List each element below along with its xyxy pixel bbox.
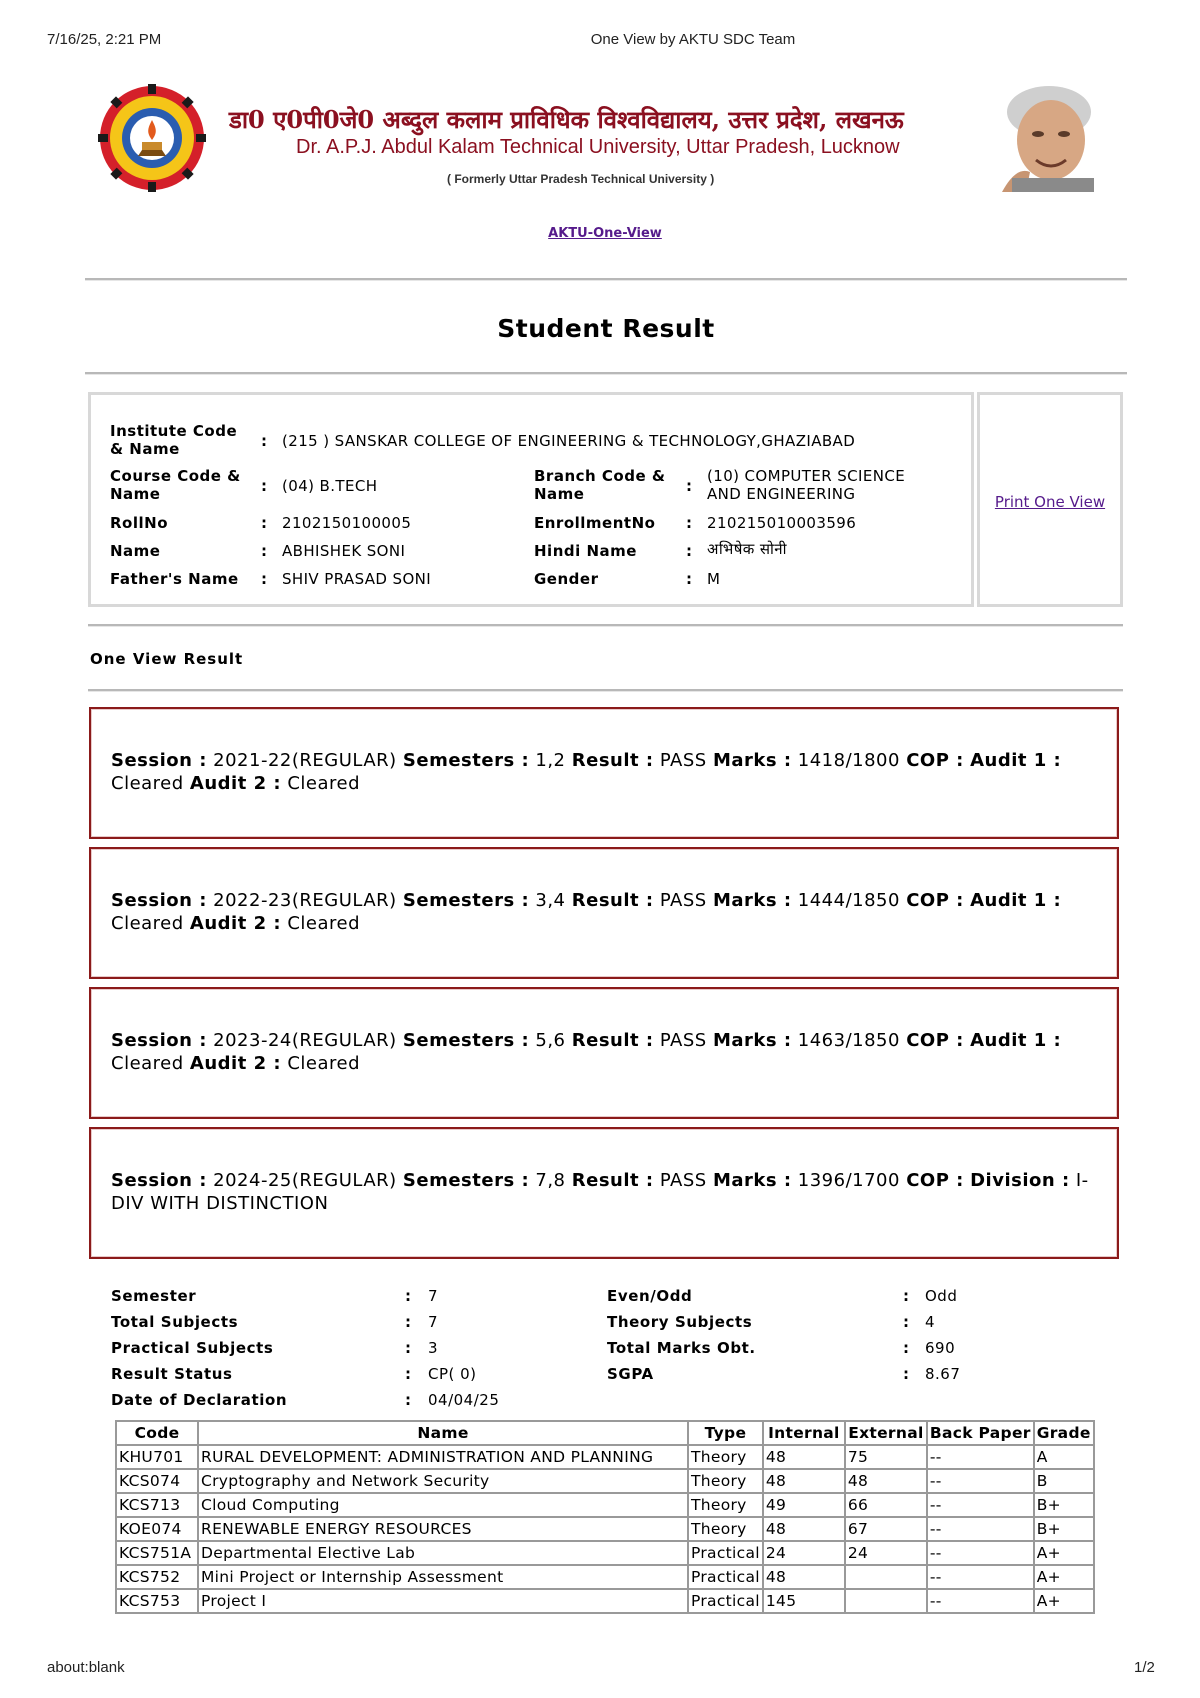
even-odd-value: Odd [925,1287,958,1305]
audit1-value: Cleared [111,913,184,934]
course-value: (04) B.TECH [282,477,378,495]
audit1-value: Cleared [111,773,184,794]
table-row: KCS074 Cryptography and Network Security Theory 48 48 -- B [116,1469,1094,1493]
rollno-value: 2102150100005 [282,514,412,532]
name-label: Name [110,542,161,560]
declaration-label: Date of Declaration [111,1391,288,1409]
institute-value: (215 ) SANSKAR COLLEGE OF ENGINEERING & TECHNOLOGY,GHAZIABAD [282,432,856,450]
table-row: KCS752 Mini Project or Internship Assessment Practical 48 -- A+ [116,1565,1094,1589]
col-name: Name [198,1421,688,1445]
audit2-value: Cleared [287,773,361,794]
marks-value: 1463/1850 [797,1030,900,1051]
hindi-name-label: Hindi Name [534,542,637,560]
semesters-value: 7,8 [535,1170,566,1191]
session-card: Session : 2022-23(REGULAR) Semesters : 3,4 Result : PASS Marks : 1444/1850 COP : Audit 1 : Cleared Audit 2 : Cleared [89,847,1119,979]
divider [85,372,1127,375]
session-value: 2023-24(REGULAR) [213,1030,397,1051]
result-value: PASS [659,890,707,911]
sgpa-value: 8.67 [925,1365,961,1383]
university-hindi-name: डा0 ए0पी0जे0 अब्दुल कलाम प्राविधिक विश्वविद्यालय, उत्तर प्रदेश, लखनऊ [229,105,904,134]
result-value: PASS [659,750,707,771]
institute-label: Institute Code & Name [110,422,238,458]
branch-label: Branch Code & Name [534,467,666,503]
col-back-paper: Back Paper [927,1421,1034,1445]
col-type: Type [688,1421,763,1445]
col-internal: Internal [763,1421,845,1445]
print-footer-page: 1/2 [1134,1659,1155,1676]
table-row: KCS713 Cloud Computing Theory 49 66 -- B+ [116,1493,1094,1517]
theory-subjects-label: Theory Subjects [607,1313,753,1331]
session-value: 2021-22(REGULAR) [213,750,397,771]
session-card: Session : 2023-24(REGULAR) Semesters : 5,6 Result : PASS Marks : 1463/1850 COP : Audit 1 : Cleared Audit 2 : Cleared [89,987,1119,1119]
practical-subjects-label: Practical Subjects [111,1339,274,1357]
university-english-name: Dr. A.P.J. Abdul Kalam Technical University, Uttar Pradesh, Lucknow [296,136,900,158]
col-grade: Grade [1034,1421,1094,1445]
formerly-note: ( Formerly Uttar Pradesh Technical University ) [447,172,715,186]
division-value: I-DIV WITH DISTINCTION [111,1170,1089,1214]
session-card: Session : 2024-25(REGULAR) Semesters : 7,8 Result : PASS Marks : 1396/1700 COP : Division : I-DIV WITH DISTINCTION [89,1127,1119,1259]
audit1-value: Cleared [111,1053,184,1074]
rollno-label: RollNo [110,514,168,532]
father-label: Father's Name [110,570,239,588]
hindi-name-value: अभिषेक सोनी [707,540,787,558]
print-one-view-link[interactable]: Print One View [994,493,1106,511]
declaration-value: 04/04/25 [428,1391,500,1409]
print-page-title: One View by AKTU SDC Team [590,31,796,48]
table-row: KCS751A Departmental Elective Lab Practical 24 24 -- A+ [116,1541,1094,1565]
result-value: PASS [659,1170,707,1191]
total-subjects-label: Total Subjects [111,1313,239,1331]
marks-table [115,1420,1095,1614]
semester-label: Semester [111,1287,197,1305]
course-label: Course Code & Name [110,467,241,503]
session-value: 2024-25(REGULAR) [213,1170,397,1191]
table-row: KCS753 Project I Practical 145 -- A+ [116,1589,1094,1613]
even-odd-label: Even/Odd [607,1287,693,1305]
portrait-image [996,82,1102,192]
sgpa-label: SGPA [607,1365,654,1383]
total-subjects-value: 7 [428,1313,439,1331]
branch-value: (10) COMPUTER SCIENCE AND ENGINEERING [707,467,906,503]
col-code: Code [116,1421,198,1445]
divider [85,278,1127,281]
semesters-value: 3,4 [535,890,566,911]
father-value: SHIV PRASAD SONI [282,570,432,588]
audit2-value: Cleared [287,1053,361,1074]
semester-value: 7 [428,1287,439,1305]
aktu-one-view-link[interactable]: AKTU-One-View [548,226,662,241]
session-value: 2022-23(REGULAR) [213,890,397,911]
enrollment-value: 210215010003596 [707,514,857,532]
university-logo [98,84,206,192]
enrollment-label: EnrollmentNo [534,514,656,532]
col-external: External [845,1421,927,1445]
name-value: ABHISHEK SONI [282,542,406,560]
total-marks-label: Total Marks Obt. [607,1339,756,1357]
semesters-value: 1,2 [535,750,566,771]
marks-value: 1418/1800 [797,750,900,771]
result-status-value: CP( 0) [428,1365,477,1383]
total-marks-value: 690 [925,1339,956,1357]
result-value: PASS [659,1030,707,1051]
semesters-value: 5,6 [535,1030,566,1051]
table-row: KHU701 RURAL DEVELOPMENT: ADMINISTRATION AND PLANNING Theory 48 75 -- A [116,1445,1094,1469]
theory-subjects-value: 4 [925,1313,936,1331]
divider [88,624,1123,627]
marks-value: 1396/1700 [797,1170,900,1191]
page-title: Student Result [497,314,715,343]
marks-value: 1444/1850 [797,890,900,911]
gender-value: M [707,570,721,588]
print-footer-url: about:blank [47,1659,125,1676]
audit2-value: Cleared [287,913,361,934]
session-card: Session : 2021-22(REGULAR) Semesters : 1,2 Result : PASS Marks : 1418/1800 COP : Audit 1 : Cleared Audit 2 : Cleared [89,707,1119,839]
table-row: KOE074 RENEWABLE ENERGY RESOURCES Theory 48 67 -- B+ [116,1517,1094,1541]
table-header-row [116,1421,1094,1445]
result-status-label: Result Status [111,1365,233,1383]
divider [88,689,1123,692]
print-datetime: 7/16/25, 2:21 PM [47,31,162,48]
gender-label: Gender [534,570,599,588]
one-view-result-heading: One View Result [90,650,244,668]
practical-subjects-value: 3 [428,1339,439,1357]
